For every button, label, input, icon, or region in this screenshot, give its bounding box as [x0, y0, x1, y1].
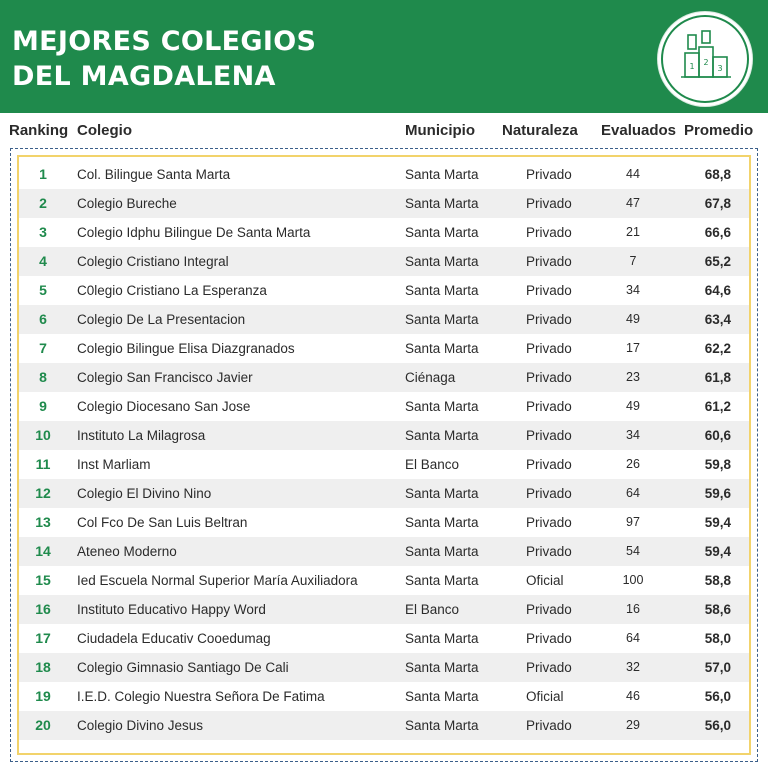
- evaluados-cell: 64: [626, 631, 640, 645]
- page-title: [12, 24, 316, 94]
- header-ranking: Ranking: [9, 122, 69, 139]
- promedio-cell: 63,4: [704, 312, 731, 327]
- header-naturaleza: Naturaleza: [502, 122, 578, 139]
- municipio-cell: Santa Marta: [405, 254, 479, 269]
- evaluados-cell: 32: [626, 660, 640, 674]
- naturaleza-cell: Privado: [526, 486, 572, 501]
- table-row: [19, 189, 749, 218]
- rank-cell: 2: [39, 195, 47, 211]
- rank-cell: 9: [39, 398, 47, 414]
- promedio-cell: 59,4: [704, 515, 731, 530]
- rank-cell: 15: [35, 572, 51, 588]
- rank-cell: 11: [35, 456, 51, 472]
- podium-label-3: 3: [717, 64, 723, 73]
- rank-cell: 6: [39, 311, 47, 327]
- evaluados-cell: 26: [626, 457, 640, 471]
- promedio-cell: 58,0: [704, 631, 731, 646]
- promedio-cell: 61,2: [704, 399, 731, 414]
- table-row: [19, 537, 749, 566]
- header-municipio: Municipio: [405, 122, 475, 139]
- naturaleza-cell: Privado: [526, 167, 572, 182]
- rank-cell: 5: [39, 282, 47, 298]
- promedio-cell: 59,8: [704, 457, 731, 472]
- promedio-cell: 58,8: [704, 573, 731, 588]
- table-row: [19, 624, 749, 653]
- naturaleza-cell: Privado: [526, 341, 572, 356]
- municipio-cell: Santa Marta: [405, 689, 479, 704]
- table-row: [19, 682, 749, 711]
- evaluados-cell: 29: [626, 718, 640, 732]
- header-evaluados: Evaluados: [601, 122, 677, 139]
- colegio-cell: C0legio Cristiano La Esperanza: [77, 283, 267, 298]
- promedio-cell: 68,8: [704, 167, 731, 182]
- colegio-cell: Instituto La Milagrosa: [77, 428, 206, 443]
- podium-badge: [661, 15, 749, 103]
- evaluados-cell: 54: [626, 544, 640, 558]
- naturaleza-cell: Privado: [526, 312, 572, 327]
- naturaleza-cell: Oficial: [526, 573, 564, 588]
- colegio-cell: Colegio El Divino Nino: [77, 486, 212, 501]
- municipio-cell: Santa Marta: [405, 631, 479, 646]
- naturaleza-cell: Privado: [526, 225, 572, 240]
- title-line-1: MEJORES COLEGIOS: [12, 26, 317, 57]
- rank-cell: 7: [39, 340, 47, 356]
- municipio-cell: Santa Marta: [405, 225, 479, 240]
- municipio-cell: Santa Marta: [405, 312, 479, 327]
- rank-cell: 19: [35, 688, 51, 704]
- colegio-cell: Colegio Diocesano San Jose: [77, 399, 251, 414]
- naturaleza-cell: Privado: [526, 283, 572, 298]
- municipio-cell: Santa Marta: [405, 167, 479, 182]
- rank-cell: 16: [35, 601, 51, 617]
- podium-trophy-center: [702, 31, 710, 43]
- municipio-cell: Santa Marta: [405, 515, 479, 530]
- evaluados-cell: 21: [626, 225, 640, 239]
- colegio-cell: Ateneo Moderno: [77, 544, 177, 559]
- municipio-cell: Santa Marta: [405, 544, 479, 559]
- naturaleza-cell: Privado: [526, 515, 572, 530]
- colegio-cell: Colegio Bilingue Elisa Diazgranados: [77, 341, 295, 356]
- municipio-cell: Santa Marta: [405, 486, 479, 501]
- table-row: [19, 334, 749, 363]
- colegio-cell: Col Fco De San Luis Beltran: [77, 515, 248, 530]
- colegio-cell: Colegio Gimnasio Santiago De Cali: [77, 660, 289, 675]
- evaluados-cell: 64: [626, 486, 640, 500]
- municipio-cell: Santa Marta: [405, 399, 479, 414]
- header-promedio: Promedio: [684, 122, 754, 139]
- municipio-cell: Santa Marta: [405, 196, 479, 211]
- evaluados-cell: 49: [626, 399, 640, 413]
- municipio-cell: Santa Marta: [405, 660, 479, 675]
- podium-label-2: 2: [703, 58, 709, 67]
- promedio-cell: 56,0: [704, 689, 731, 704]
- table-row: [19, 218, 749, 247]
- table-row: [19, 276, 749, 305]
- table-row: [19, 508, 749, 537]
- municipio-cell: Ciénaga: [405, 370, 456, 385]
- table-row: [19, 160, 749, 189]
- promedio-cell: 60,6: [704, 428, 731, 443]
- evaluados-cell: 34: [626, 428, 640, 442]
- table-row: [19, 653, 749, 682]
- naturaleza-cell: Privado: [526, 428, 572, 443]
- naturaleza-cell: Privado: [526, 602, 572, 617]
- promedio-cell: 58,6: [704, 602, 731, 617]
- podium-label-1: 1: [689, 62, 695, 71]
- promedio-cell: 59,4: [704, 544, 731, 559]
- promedio-cell: 56,0: [704, 718, 731, 733]
- colegio-cell: Colegio Idphu Bilingue De Santa Marta: [77, 225, 311, 240]
- colegio-cell: Colegio Divino Jesus: [77, 718, 204, 733]
- municipio-cell: El Banco: [405, 602, 460, 617]
- colegio-cell: Col. Bilingue Santa Marta: [77, 167, 231, 182]
- rank-cell: 3: [39, 224, 47, 240]
- municipio-cell: Santa Marta: [405, 283, 479, 298]
- colegio-cell: Colegio Bureche: [77, 196, 177, 211]
- table-row: [19, 595, 749, 624]
- municipio-cell: Santa Marta: [405, 341, 479, 356]
- evaluados-cell: 49: [626, 312, 640, 326]
- header-banner: [0, 0, 768, 113]
- evaluados-cell: 44: [626, 167, 640, 181]
- evaluados-cell: 34: [626, 283, 640, 297]
- promedio-cell: 66,6: [704, 225, 731, 240]
- table-row: [19, 450, 749, 479]
- rank-cell: 18: [35, 659, 51, 675]
- evaluados-cell: 16: [626, 602, 640, 616]
- colegio-cell: Ied Escuela Normal Superior María Auxiliadora: [77, 573, 358, 588]
- naturaleza-cell: Privado: [526, 631, 572, 646]
- evaluados-cell: 100: [622, 573, 644, 587]
- colegio-cell: Instituto Educativo Happy Word: [77, 602, 266, 617]
- colegio-cell: Colegio San Francisco Javier: [77, 370, 253, 385]
- podium-trophy-left: [688, 35, 696, 49]
- naturaleza-cell: Privado: [526, 370, 572, 385]
- rank-cell: 14: [35, 543, 51, 559]
- municipio-cell: El Banco: [405, 457, 460, 472]
- rank-cell: 20: [35, 717, 51, 733]
- colegio-cell: Colegio Cristiano Integral: [77, 254, 229, 269]
- colegio-cell: Colegio De La Presentacion: [77, 312, 246, 327]
- rank-cell: 8: [39, 369, 47, 385]
- table-row: [19, 363, 749, 392]
- municipio-cell: Santa Marta: [405, 718, 479, 733]
- naturaleza-cell: Oficial: [526, 689, 564, 704]
- municipio-cell: Santa Marta: [405, 573, 479, 588]
- rank-cell: 17: [35, 630, 51, 646]
- naturaleza-cell: Privado: [526, 544, 572, 559]
- podium-icon: [663, 17, 747, 101]
- promedio-cell: 65,2: [704, 254, 731, 269]
- colegio-cell: Ciudadela Educativ Cooedumag: [77, 631, 271, 646]
- promedio-cell: 62,2: [704, 341, 731, 356]
- promedio-cell: 57,0: [704, 660, 731, 675]
- evaluados-cell: 23: [626, 370, 640, 384]
- rank-cell: 12: [35, 485, 51, 501]
- naturaleza-cell: Privado: [526, 196, 572, 211]
- naturaleza-cell: Privado: [526, 457, 572, 472]
- table-row: [19, 711, 749, 740]
- evaluados-cell: 97: [626, 515, 640, 529]
- promedio-cell: 64,6: [704, 283, 731, 298]
- rank-cell: 4: [39, 253, 47, 269]
- table-row: [19, 305, 749, 334]
- table-row: [19, 392, 749, 421]
- rank-cell: 10: [35, 427, 51, 443]
- naturaleza-cell: Privado: [526, 254, 572, 269]
- table-row: [19, 247, 749, 276]
- naturaleza-cell: Privado: [526, 660, 572, 675]
- table-row: [19, 421, 749, 450]
- header-colegio: Colegio: [77, 122, 132, 139]
- municipio-cell: Santa Marta: [405, 428, 479, 443]
- rank-cell: 13: [35, 514, 51, 530]
- evaluados-cell: 7: [629, 254, 637, 268]
- evaluados-cell: 17: [626, 341, 640, 355]
- promedio-cell: 67,8: [704, 196, 731, 211]
- table-row: [19, 566, 749, 595]
- title-line-2: DEL MAGDALENA: [12, 61, 276, 92]
- ranking-table: [19, 160, 749, 740]
- promedio-cell: 59,6: [704, 486, 731, 501]
- colegio-cell: I.E.D. Colegio Nuestra Señora De Fatima: [77, 689, 325, 704]
- naturaleza-cell: Privado: [526, 718, 572, 733]
- evaluados-cell: 47: [626, 196, 640, 210]
- rank-cell: 1: [39, 166, 47, 182]
- table-row: [19, 479, 749, 508]
- promedio-cell: 61,8: [704, 370, 731, 385]
- naturaleza-cell: Privado: [526, 399, 572, 414]
- colegio-cell: Inst Marliam: [77, 457, 151, 472]
- evaluados-cell: 46: [626, 689, 640, 703]
